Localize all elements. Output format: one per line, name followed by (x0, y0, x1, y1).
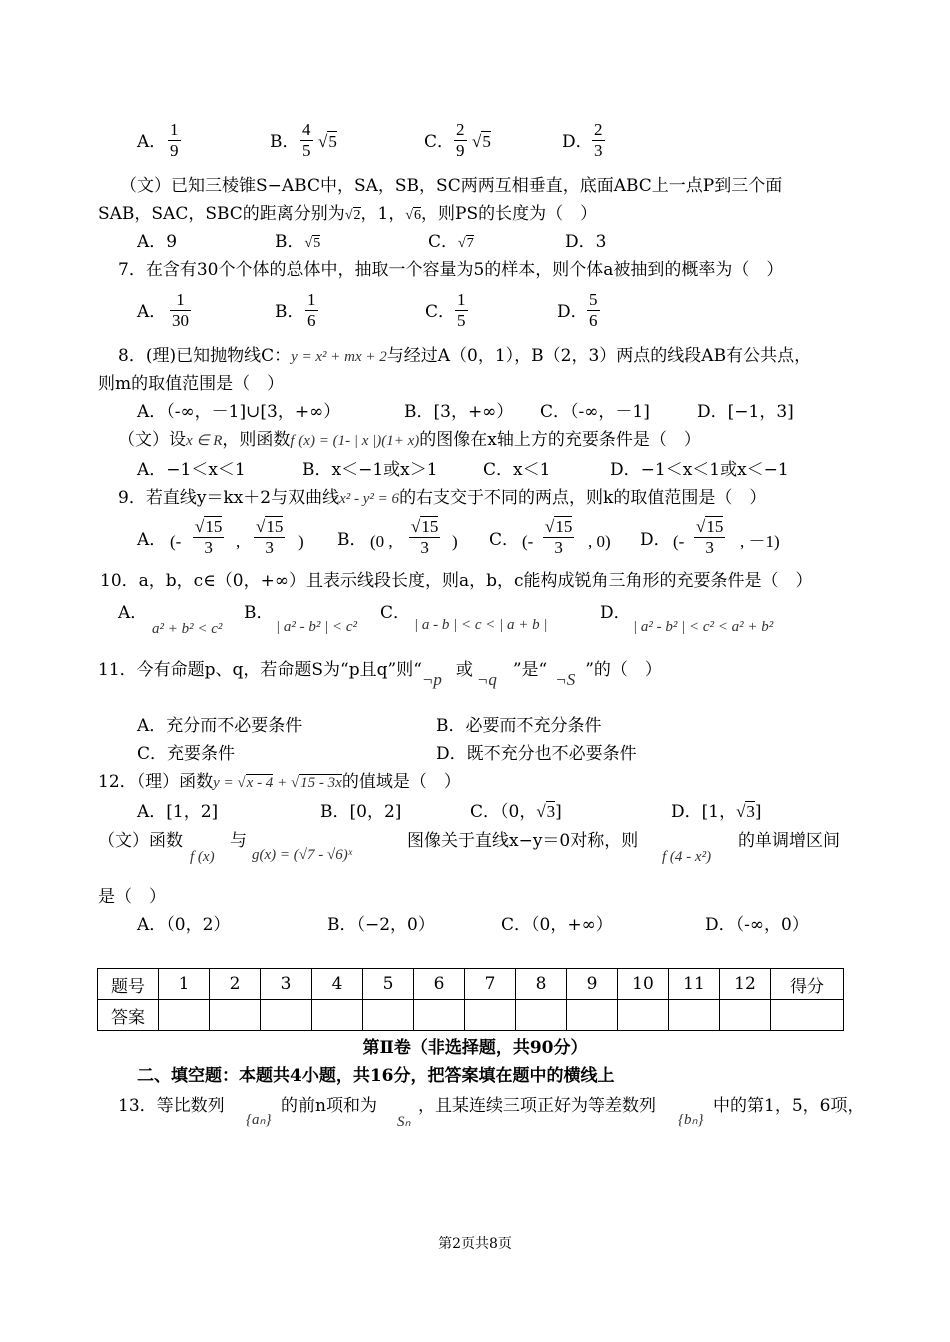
q9-a-close: ) (298, 532, 304, 551)
q12-wen-option-c: C．（0，+∞） (501, 915, 613, 935)
q7-option-d-label: D． (557, 302, 588, 322)
q11-option-a: A．充分而不必要条件 (137, 716, 303, 736)
q9-a-comma: , (236, 532, 241, 551)
q6-option-a-fraction: $\frac{1}{9}$ (170, 120, 179, 160)
answer-table-number: 4 (312, 969, 363, 1000)
q7-option-a-fraction: $\frac{1}{30}$ (172, 290, 189, 330)
q7-stem: 7．在含有30个个体的总体中，抽取一个容量为5的样本，则个体a被抽到的概率为（ ） (118, 260, 784, 280)
q6-option-c-radical: √5 (472, 132, 491, 151)
answer-table (97, 968, 844, 1031)
answer-cell[interactable] (720, 1000, 771, 1031)
q9-d-close: , －1) (740, 532, 780, 551)
q6-option-a-label: A． (137, 132, 167, 152)
q12-option-d: D．[1，√3] (671, 802, 762, 822)
score-cell[interactable] (771, 1000, 844, 1031)
answer-cell[interactable] (261, 1000, 312, 1031)
q8-wen-option-b: B．x＜−1或x＞1 (302, 460, 438, 480)
q8-option-b: B．[3，+∞） (404, 402, 514, 422)
q7-option-b-label: B． (275, 302, 305, 322)
q9-b-open: (0 , (370, 532, 393, 551)
q8-option-a: A．（-∞，－1]∪[3，+∞） (137, 402, 341, 422)
answer-cell[interactable] (363, 1000, 414, 1031)
q9-c-open: (- (522, 532, 534, 551)
q9-c-frac: $\frac{√15}{3}$ (545, 517, 573, 557)
q13-sum-s: Sₙ (397, 1114, 411, 1130)
section2-title: 第Ⅱ卷（非选择题，共90分） (362, 1038, 588, 1058)
q10-option-b-label: B． (244, 603, 274, 623)
q6-wen-option-d: D．3 (565, 232, 607, 252)
q9-stem: 9．若直线y＝kx＋2与双曲线x² - y² = 6的右支交于不同的两点，则k的取值范围是（ ） (118, 488, 767, 508)
q11-stem: 11．今有命题p、q，若命题S为“p且q”则“¬p 或 ¬q ”是“ ¬S ”的（ ） (98, 660, 662, 689)
q7-option-c-label: C． (425, 302, 456, 322)
q11-option-b: B．必要而不充分条件 (436, 716, 602, 736)
q11-option-c: C．充要条件 (137, 744, 236, 764)
q12-wen-option-d: D．（-∞，0） (705, 915, 809, 935)
q7-option-a-label: A． (137, 302, 167, 322)
answer-cell[interactable] (669, 1000, 720, 1031)
answer-cell[interactable] (618, 1000, 669, 1031)
q9-b-close: ) (452, 532, 458, 551)
answer-table-number: 5 (363, 969, 414, 1000)
answer-table-row-label: 答案 (98, 1000, 159, 1031)
q8-stem-line2: 则m的取值范围是（ ） (98, 374, 285, 394)
q6-option-c-label: C． (424, 132, 455, 152)
q12-option-c: C．（0，√3] (470, 802, 562, 822)
q13-seq-a: {aₙ} (246, 1112, 272, 1128)
answer-table-number: 1 (159, 969, 210, 1000)
q12-wen-g: g(x) = (√7 - √6)ˣ (252, 847, 352, 863)
q8-option-c: C．（-∞，－1] (540, 402, 650, 422)
q6-option-d-fraction: $\frac{2}{3}$ (594, 120, 603, 160)
q12-wen-option-b: B．（−2，0） (327, 915, 435, 935)
answer-table-header-row (98, 969, 844, 1000)
q9-d-open: (- (673, 532, 685, 551)
q6-option-c-fraction: $\frac{2}{9}$ (456, 120, 465, 160)
section2-subtitle: 二、填空题：本题共4小题，共16分，把答案填在题中的横线上 (137, 1066, 615, 1086)
q7-option-b-fraction: $\frac{1}{6}$ (307, 290, 316, 330)
q6-option-d-label: D． (562, 132, 593, 152)
answer-cell[interactable] (159, 1000, 210, 1031)
answer-table-number: 11 (669, 969, 720, 1000)
q9-option-d-label: D． (640, 530, 671, 550)
q8-stem: 8．(理)已知抛物线C：y = x² + mx + 2与经过A（0，1），B（2，3）两点的线段AB有公共点， (118, 346, 812, 366)
q10-option-d-label: D． (600, 603, 631, 623)
answer-table-score-label: 得分 (771, 969, 844, 1000)
answer-table-number: 9 (567, 969, 618, 1000)
answer-table-number: 8 (516, 969, 567, 1000)
q10-stem: 10．a，b，c∈（0，+∞）且表示线段长度，则a，b，c能构成锐角三角形的充要条件是（ ） (100, 571, 813, 591)
answer-table-number: 2 (210, 969, 261, 1000)
q9-option-a-label: A． (137, 530, 167, 550)
q10-option-a-label: A． (118, 603, 148, 623)
q9-a-frac1: $\frac{√15}{3}$ (195, 517, 223, 557)
q12-wen-f2: f (4 - x²) (662, 849, 712, 865)
q6-wen-line1: （文）已知三棱锥S−ABC中，SA，SB，SC两两互相垂直，底面ABC上一点P到三个面 (120, 176, 783, 196)
q12-stem: 12．（理）函数y = √x - 4 + √15 - 3x的值域是（ ） (98, 772, 461, 792)
answer-table-header-label: 题号 (98, 969, 159, 1000)
q6-wen-option-b: B．√5 (275, 232, 321, 252)
q12-wen-option-a: A．（0，2） (137, 915, 231, 935)
q10-option-b-math: | a² - b² | < c² (276, 619, 358, 635)
answer-table-number: 7 (465, 969, 516, 1000)
answer-cell[interactable] (210, 1000, 261, 1031)
q6-wen-option-c: C．√7 (428, 232, 474, 252)
q9-c-close: , 0) (588, 532, 611, 551)
q8-wen-option-d: D．−1＜x＜1或x＜−1 (610, 460, 789, 480)
page-footer: 第2页共8页 (438, 1236, 512, 1252)
q10-option-a-math: a² + b² < c² (152, 621, 223, 637)
answer-cell[interactable] (567, 1000, 618, 1031)
q9-d-frac: $\frac{√15}{3}$ (696, 517, 724, 557)
answer-cell[interactable] (312, 1000, 363, 1031)
q8-option-d: D．[−1，3] (697, 402, 794, 422)
answer-cell[interactable] (414, 1000, 465, 1031)
q12-wen-f: f (x) (190, 849, 215, 865)
q9-b-frac: $\frac{√15}{3}$ (411, 517, 439, 557)
q12-option-b: B．[0，2] (320, 802, 402, 822)
q6-wen-option-a: A．9 (137, 232, 178, 252)
answer-table-number: 3 (261, 969, 312, 1000)
q13-seq-b: {bₙ} (678, 1112, 704, 1128)
q8-wen-stem: （文）设x ∈ R，则函数f (x) = (1- | x |)(1+ x)的图像在x轴上方的充要条件是（ ） (118, 430, 701, 450)
q12-wen-line2: 是（ ） (98, 887, 166, 907)
answer-table-number: 12 (720, 969, 771, 1000)
q10-option-c-label: C． (380, 603, 411, 623)
q9-option-c-label: C． (489, 530, 520, 550)
q8-wen-option-c: C．x＜1 (483, 460, 551, 480)
q9-a-frac2: $\frac{√15}{3}$ (256, 517, 284, 557)
answer-cell[interactable] (516, 1000, 567, 1031)
q7-option-d-fraction: $\frac{5}{6}$ (589, 290, 598, 330)
answer-table-number: 10 (618, 969, 669, 1000)
q7-option-c-fraction: $\frac{1}{5}$ (457, 290, 466, 330)
q6-wen-line2: SAB，SAC，SBC的距离分别为√2，1，√6，则PS的长度为（ ） (98, 204, 598, 224)
q11-option-d: D．既不充分也不必要条件 (436, 744, 637, 764)
q10-option-c-math: | a - b | < c < | a + b | (414, 617, 548, 633)
q12-option-a: A．[1，2] (137, 802, 219, 822)
q6-option-b-radical: √5 (318, 132, 337, 151)
q9-option-b-label: B． (337, 530, 367, 550)
answer-table-answer-row (98, 1000, 844, 1031)
q9-a-open: (- (170, 532, 182, 551)
answer-table-number: 6 (414, 969, 465, 1000)
q6-option-b-fraction: $\frac{4}{5}$ (302, 120, 311, 160)
q10-option-d-math: | a² - b² | < c² < a² + b² (633, 619, 774, 635)
answer-cell[interactable] (465, 1000, 516, 1031)
q8-wen-option-a: A．−1＜x＜1 (137, 460, 246, 480)
q6-option-b-label: B． (270, 132, 300, 152)
